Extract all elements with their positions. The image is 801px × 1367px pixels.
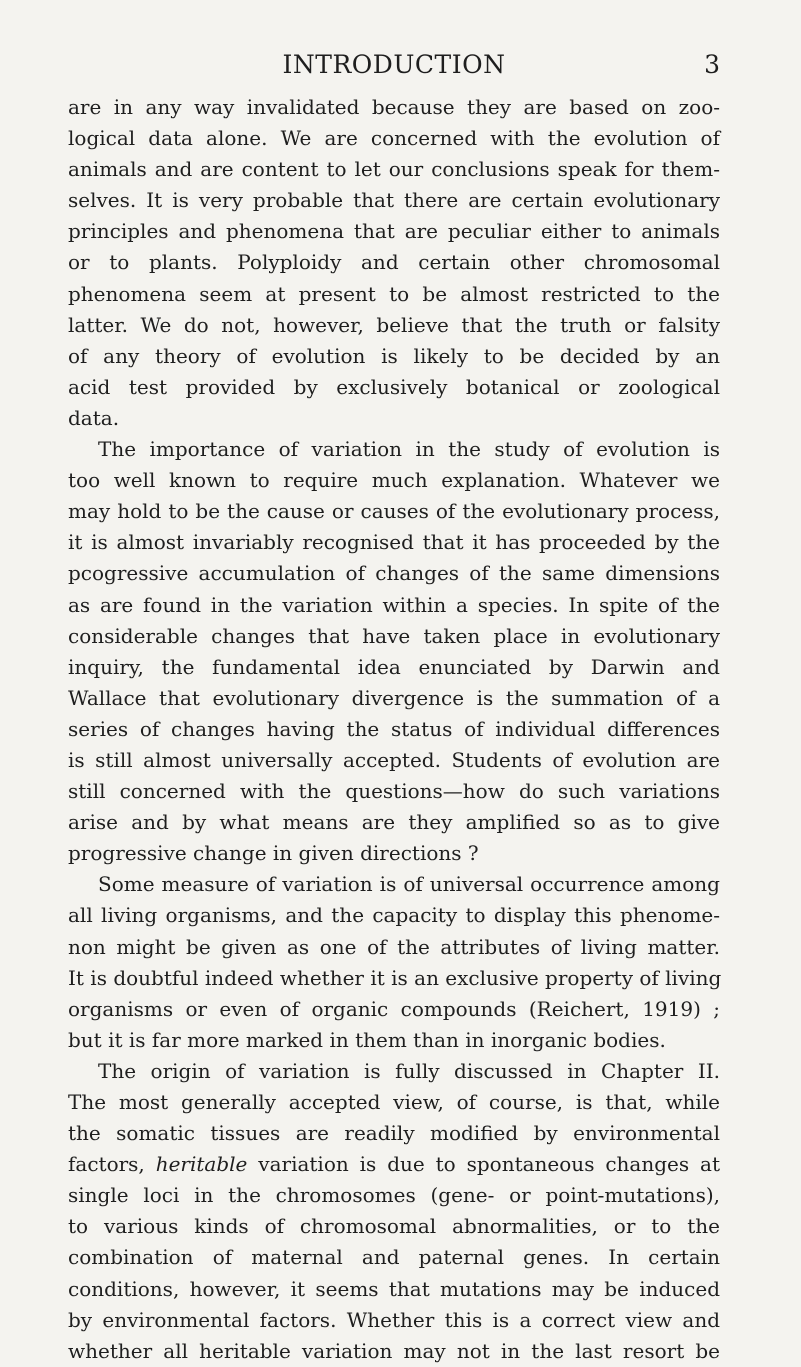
text-line: may hold to be the cause or causes of the evolutionary process, xyxy=(68,499,720,524)
text-line: animals and are content to let our conclusions speak for them- xyxy=(68,157,720,182)
text-line: inquiry, the fundamental idea enunciated by Darwin and xyxy=(68,654,720,679)
text-line: of any theory of evolution is likely to be decided by an xyxy=(68,343,720,368)
text-line: selves. It is very probable that there are certain evolutionary xyxy=(68,188,720,213)
text-line: is still almost universally accepted. Students of evolution are xyxy=(68,747,720,772)
text-line: or to plants. Polyploidy and certain other chromosomal xyxy=(68,250,720,275)
text-line: whether all heritable variation may not in the last resort be xyxy=(68,1338,720,1363)
text-line: logical data alone. We are concerned with the evolution of xyxy=(68,126,720,151)
emphasized-word: heritable xyxy=(155,1152,248,1177)
text-line: all living organisms, and the capacity to display this phenome- xyxy=(68,903,720,928)
text-line: progressive change in given directions ? xyxy=(68,841,479,866)
text-fragment: factors, xyxy=(68,1152,145,1177)
text-line: phenomena seem at present to be almost restricted to the xyxy=(68,281,720,306)
text-line: Wallace that evolutionary divergence is the summation of a xyxy=(68,685,720,710)
text-line: still concerned with the questions—how do such variations xyxy=(68,779,720,804)
text-line: to various kinds of chromosomal abnormalities, or to the xyxy=(68,1214,720,1239)
text-line: the somatic tissues are readily modified by environmental xyxy=(68,1121,720,1146)
text-line: but it is far more marked in them than in inorganic bodies. xyxy=(68,1027,666,1052)
page-header xyxy=(68,47,720,83)
text-line: are in any way invalidated because they are based on zoo- xyxy=(68,95,720,119)
text-line: series of changes having the status of individual differences xyxy=(68,716,720,741)
running-head: INTRODUCTION xyxy=(282,50,506,79)
text-line: organisms or even of organic compounds (Reichert, 1919) ; xyxy=(68,996,720,1021)
paragraph-2 xyxy=(68,434,720,869)
text-line: conditions, however, it seems that mutations may be induced xyxy=(68,1276,720,1301)
text-line: Some measure of variation is of universal occurrence among xyxy=(98,872,720,897)
text-fragment: variation is due to spontaneous changes at xyxy=(258,1152,721,1177)
text-line: non might be given as one of the attributes of living matter. xyxy=(68,934,720,959)
text-line: too well known to require much explanation. Whatever we xyxy=(68,468,720,493)
text-line: arise and by what means are they amplified so as to give xyxy=(68,810,720,835)
text-line: It is doubtful indeed whether it is an exclusive property of living xyxy=(68,965,722,990)
text-line: it is almost invariably recognised that it has proceeded by the xyxy=(68,530,720,555)
paragraph-1 xyxy=(68,92,720,434)
text-line: by environmental factors. Whether this is a correct view and xyxy=(68,1307,720,1332)
paragraph-3 xyxy=(68,869,720,1056)
text-line: combination of maternal and paternal genes. In certain xyxy=(68,1245,720,1270)
paragraph-4 xyxy=(68,1056,720,1367)
text-line: The most generally accepted view, of course, is that, while xyxy=(68,1090,720,1114)
page-body xyxy=(68,92,720,1367)
text-line-with-emphasis xyxy=(68,1149,720,1180)
text-line: The importance of variation in the study of evolution is xyxy=(98,437,720,462)
text-line: pcogressive accumulation of changes of the same dimensions xyxy=(68,561,720,586)
text-line: The origin of variation is fully discussed in Chapter II. xyxy=(98,1058,720,1083)
page-number: 3 xyxy=(704,50,720,79)
text-line: considerable changes that have taken place in evolutionary xyxy=(68,623,720,648)
text-line: latter. We do not, however, believe that the truth or falsity xyxy=(68,312,720,337)
text-line: acid test provided by exclusively botanical or zoological xyxy=(68,374,720,399)
text-line: principles and phenomena that are peculiar either to animals xyxy=(68,219,720,244)
text-line: data. xyxy=(68,405,120,430)
text-line: as are found in the variation within a species. In spite of the xyxy=(68,592,720,617)
text-line: single loci in the chromosomes (gene- or point-mutations), xyxy=(68,1183,720,1208)
